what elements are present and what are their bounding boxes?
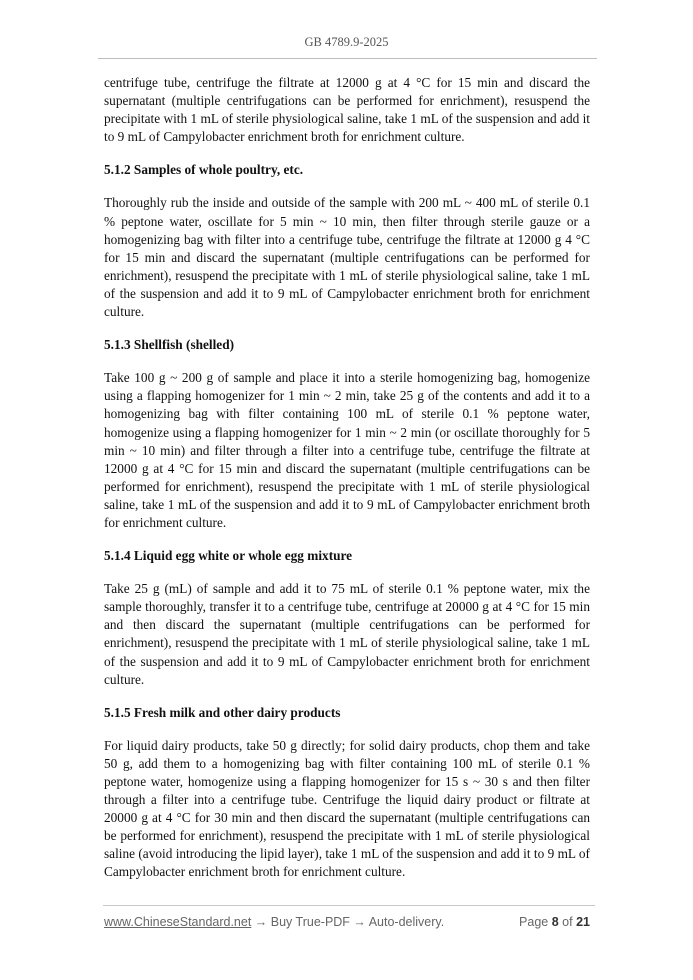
- footer-promo-text: → Buy True-PDF → Auto-delivery.: [251, 915, 445, 929]
- page-label: Page: [519, 915, 549, 929]
- document-id-header: GB 4789.9-2025: [304, 35, 389, 49]
- section-paragraph-5-1-4: Take 25 g (mL) of sample and add it to 75 mL of sterile 0.1 % peptone water, mix the sample thoroughly, transfer it to a centrifuge tube, centrifuge at 20000 g at 4 °C for 15 min and then discard the supernatant (multiple centrifugations can be performed for enrichment), resuspend the precipitate with 1 mL of sterile physiological saline, take 1 mL of the suspension and add it to 9 mL of Campylobacter enrichment broth for enrichment culture.: [104, 581, 590, 687]
- page-total: 21: [576, 915, 590, 929]
- document-body: [104, 74, 590, 897]
- section-heading-5-1-2: 5.1.2 Samples of whole poultry, etc.: [104, 162, 304, 178]
- section-heading-5-1-4: 5.1.4 Liquid egg white or whole egg mixture: [104, 548, 353, 564]
- paragraph-continuation: centrifuge tube, centrifuge the filtrate at 12000 g at 4 °C for 15 min and discard the supernatant (multiple centrifugations can be performed for enrichment), resuspend the precipitate with 1 mL of sterile physiological saline, take 1 mL of the suspension and add it to 9 mL of Campylobacter enrichment broth for enrichment culture.: [104, 75, 590, 145]
- page-current: 8: [551, 915, 559, 929]
- footer-promo: [104, 915, 444, 929]
- section-heading-5-1-5: 5.1.5 Fresh milk and other dairy products: [104, 704, 341, 720]
- page-footer: [104, 915, 590, 933]
- website-link[interactable]: www.ChineseStandard.net: [104, 915, 252, 929]
- header-divider: [98, 58, 597, 59]
- page-of: of: [562, 915, 573, 929]
- page-indicator: [519, 915, 590, 929]
- section-paragraph-5-1-3: Take 100 g ~ 200 g of sample and place it into a sterile homogenizing bag, homogenize using a flapping homogenizer for 1 min ~ 2 min, take 25 g of the contents and add it to a homogenizing bag with filter containing 100 mL of sterile 0.1 % peptone water, homogenize using a flapping homogenizer for 1 min ~ 2 min (or oscillate thoroughly for 5 min ~ 10 min) and filter through a filter into a centrifuge tube, centrifuge the filtrate at 12000 g at 4 °C for 15 min and discard the supernatant (multiple centrifugations can be performed for enrichment), resuspend the precipitate with 1 mL of sterile physiological saline, take 1 mL of the suspension and add it to 9 mL of Campylobacter enrichment broth for enrichment culture.: [104, 370, 590, 530]
- section-heading-5-1-3: 5.1.3 Shellfish (shelled): [104, 337, 235, 353]
- section-paragraph-5-1-2: Thoroughly rub the inside and outside of the sample with 200 mL ~ 400 mL of sterile 0.1 % peptone water, oscillate for 5 min ~ 10 min, then filter through sterile gauze or a homogenizing bag with filter into a centrifuge tube, centrifuge the filtrate at 12000 g 4 °C for 15 min and discard the supernatant (multiple centrifugations can be performed for enrichment), resuspend the precipitate with 1 mL of sterile physiological saline, take 1 mL of the suspension and add it to 9 mL of Campylobacter enrichment broth for enrichment culture.: [104, 195, 590, 320]
- footer-divider: [103, 905, 595, 906]
- section-paragraph-5-1-5: For liquid dairy products, take 50 g directly; for solid dairy products, chop them and take 50 g, add them to a homogenizing bag with filter containing 100 mL of sterile 0.1 % peptone water, homogenize using a flapping homogenizer for 15 s ~ 30 s and then filter through a filter into a centrifuge tube. Centrifuge the liquid dairy product or filtrate at 20000 g at 4 °C for 30 min and then discard the supernatant (multiple centrifugations can be performed for enrichment), resuspend the precipitate with 1 mL of sterile physiological saline (avoid introducing the lipid layer), take 1 mL of the suspension and add it to 9 mL of Campylobacter enrichment broth for enrichment culture.: [104, 737, 590, 880]
